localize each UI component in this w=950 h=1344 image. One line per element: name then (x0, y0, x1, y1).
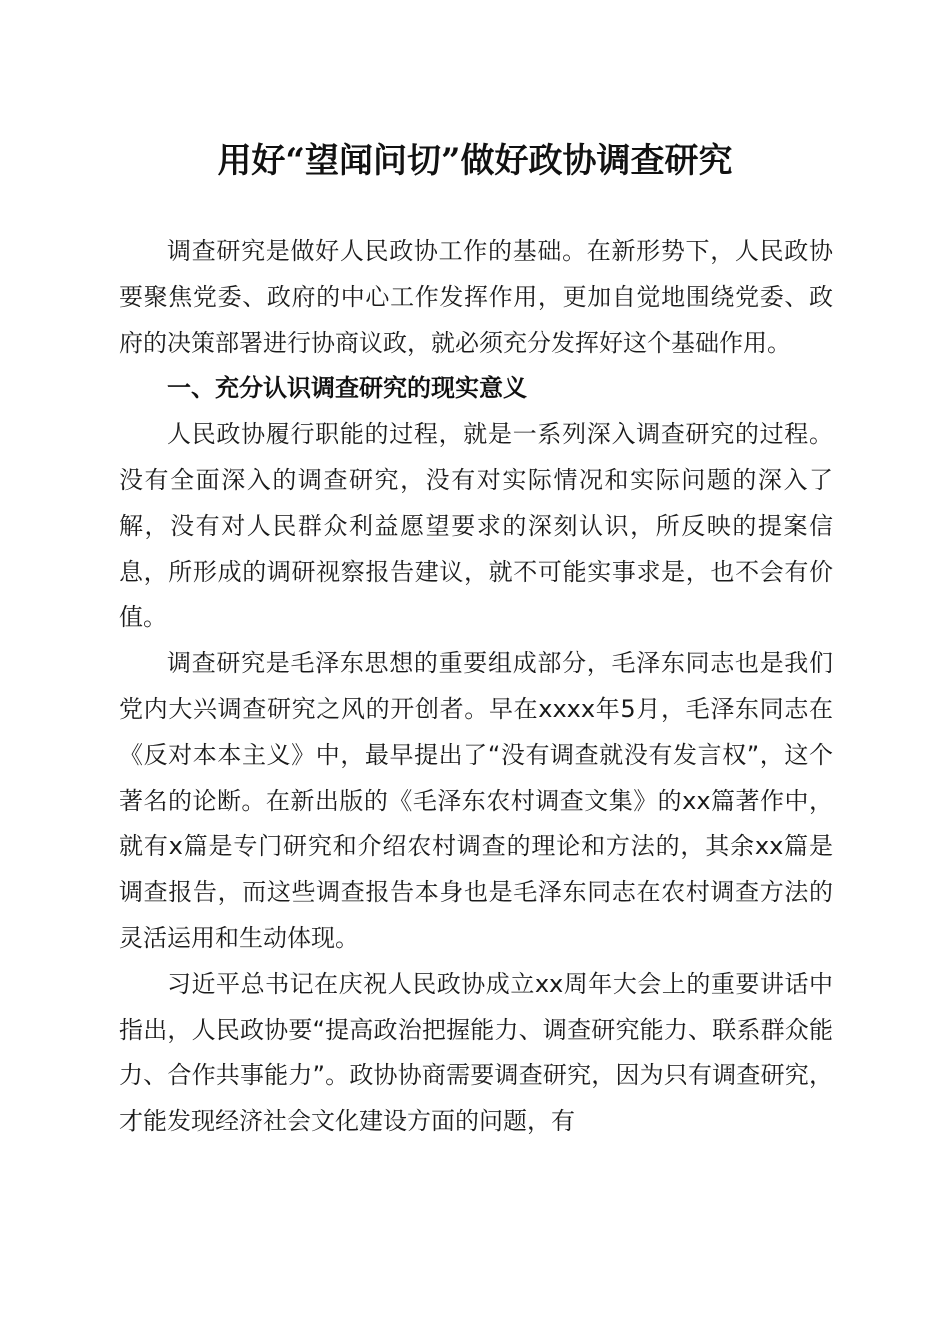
paragraph-intro: 调查研究是做好人民政协工作的基础。在新形势下，人民政协要聚焦党委、政府的中心工作发挥作用，更加自觉地围绕党委、政府的决策部署进行协商议政，就必须充分发挥好这个基础作用。 (119, 237, 833, 357)
document-body (119, 229, 833, 1145)
document-title: 用好“望闻问切”做好政协调查研究 (217, 141, 733, 181)
paragraph: 人民政协履行职能的过程，就是一系列深入调查研究的过程。没有全面深入的调查研究，没有对实际情况和实际问题的深入了解，没有对人民群众利益愿望要求的深刻认识，所反映的提案信息，所形成的调研视察报告建议，就不可能实事求是，也不会有价值。 (119, 420, 833, 632)
paragraph: 习近平总书记在庆祝人民政协成立xx周年大会上的重要讲话中指出，人民政协要“提高政治把握能力、调查研究能力、联系群众能力、合作共事能力”。政协协商需要调查研究，因为只有调查研究，才能发现经济社会文化建设方面的问题，有 (119, 969, 833, 1136)
paragraph: 调查研究是毛泽东思想的重要组成部分，毛泽东同志也是我们党内大兴调查研究之风的开创者。早在xxxx年5月，毛泽东同志在《反对本本主义》中，最早提出了“没有调查就没有发言权”，这个著名的论断。在新出版的《毛泽东农村调查文集》的xx篇著作中，就有x篇是专门研究和介绍农村调查的理论和方法的，其余xx篇是调查报告，而这些调查报告本身也是毛泽东同志在农村调查方法的灵活运用和生动体现。 (119, 649, 833, 952)
section-heading: 一、充分认识调查研究的现实意义 (167, 374, 527, 403)
